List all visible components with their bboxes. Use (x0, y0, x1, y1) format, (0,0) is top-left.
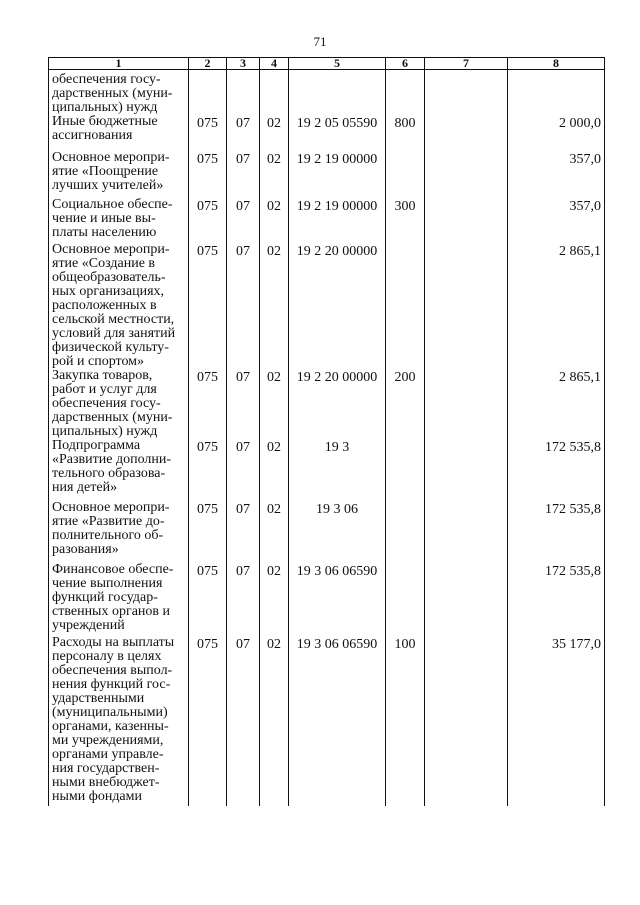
header-col-1: 1 (49, 58, 189, 70)
table-row (49, 243, 605, 369)
row-col-7 (425, 563, 508, 636)
row-code-admin: 075 (189, 369, 227, 439)
row-code-expense (386, 70, 425, 116)
row-name: Иные бюджетные ассигнования (49, 115, 189, 151)
row-code-admin: 075 (189, 563, 227, 636)
row-amount: 2 865,1 (508, 243, 605, 369)
row-code-subsection: 02 (260, 636, 289, 806)
table-row (49, 369, 605, 439)
row-col-7 (425, 70, 508, 116)
row-code-admin: 075 (189, 439, 227, 501)
row-name: обеспечения госу- дарственных (муни- ципальных) нужд (49, 70, 189, 116)
row-code-admin: 075 (189, 636, 227, 806)
table-row (49, 636, 605, 806)
row-col-7 (425, 115, 508, 151)
row-code-section: 07 (227, 115, 260, 151)
row-col-7 (425, 501, 508, 563)
row-col-7 (425, 243, 508, 369)
row-code-target: 19 2 19 00000 (289, 151, 386, 198)
row-amount: 35 177,0 (508, 636, 605, 806)
row-amount: 2 865,1 (508, 369, 605, 439)
row-name: Основное меропри- ятие «Развитие до- полнительного об- разования» (49, 501, 189, 563)
row-code-section: 07 (227, 369, 260, 439)
row-col-7 (425, 439, 508, 501)
row-code-expense (386, 243, 425, 369)
row-code-section: 07 (227, 198, 260, 243)
row-amount: 172 535,8 (508, 439, 605, 501)
row-code-target: 19 2 05 05590 (289, 115, 386, 151)
row-code-subsection: 02 (260, 115, 289, 151)
row-code-subsection: 02 (260, 369, 289, 439)
row-col-7 (425, 151, 508, 198)
row-amount: 357,0 (508, 151, 605, 198)
header-col-8: 8 (508, 58, 605, 70)
row-code-subsection: 02 (260, 198, 289, 243)
row-name: Основное меропри- ятие «Создание в общеобразователь- ных организациях, расположенных в сельской местности, условий для занятий физической культу- рой и спортом» (49, 243, 189, 369)
table-row (49, 70, 605, 116)
row-code-target: 19 2 20 00000 (289, 369, 386, 439)
header-col-3: 3 (227, 58, 260, 70)
row-amount: 172 535,8 (508, 563, 605, 636)
row-code-section (227, 70, 260, 116)
row-code-target: 19 3 06 06590 (289, 636, 386, 806)
row-code-section: 07 (227, 501, 260, 563)
row-code-target (289, 70, 386, 116)
row-amount (508, 70, 605, 116)
row-code-section: 07 (227, 243, 260, 369)
row-name: Закупка товаров, работ и услуг для обеспечения госу- дарственных (муни- ципальных) нужд (49, 369, 189, 439)
table-row (49, 563, 605, 636)
row-code-admin: 075 (189, 115, 227, 151)
row-code-expense: 300 (386, 198, 425, 243)
header-col-2: 2 (189, 58, 227, 70)
row-code-expense (386, 151, 425, 198)
row-code-target: 19 3 06 (289, 501, 386, 563)
row-code-section: 07 (227, 151, 260, 198)
row-name: Социальное обеспе- чение и иные вы- платы населению (49, 198, 189, 243)
row-amount: 357,0 (508, 198, 605, 243)
row-code-subsection: 02 (260, 243, 289, 369)
row-code-expense: 100 (386, 636, 425, 806)
row-code-section: 07 (227, 636, 260, 806)
row-code-admin: 075 (189, 243, 227, 369)
table-row (49, 501, 605, 563)
row-code-subsection (260, 70, 289, 116)
row-code-admin: 075 (189, 198, 227, 243)
row-code-expense (386, 501, 425, 563)
row-amount: 172 535,8 (508, 501, 605, 563)
budget-table (48, 57, 605, 806)
table-row (49, 115, 605, 151)
header-col-4: 4 (260, 58, 289, 70)
row-code-admin: 075 (189, 151, 227, 198)
table-body (49, 70, 605, 807)
header-col-6: 6 (386, 58, 425, 70)
row-code-subsection: 02 (260, 501, 289, 563)
row-code-admin: 075 (189, 501, 227, 563)
row-code-subsection: 02 (260, 563, 289, 636)
table-row (49, 439, 605, 501)
row-code-expense: 800 (386, 115, 425, 151)
row-code-section: 07 (227, 439, 260, 501)
row-code-target: 19 2 20 00000 (289, 243, 386, 369)
row-code-admin (189, 70, 227, 116)
row-code-expense (386, 439, 425, 501)
table-row (49, 198, 605, 243)
row-code-subsection: 02 (260, 439, 289, 501)
row-code-target: 19 3 (289, 439, 386, 501)
page-number: 71 (313, 34, 327, 49)
row-amount: 2 000,0 (508, 115, 605, 151)
row-col-7 (425, 198, 508, 243)
row-code-expense (386, 563, 425, 636)
row-code-target: 19 3 06 06590 (289, 563, 386, 636)
row-name: Основное меропри- ятие «Поощрение лучших учителей» (49, 151, 189, 198)
row-code-subsection: 02 (260, 151, 289, 198)
header-row (49, 58, 605, 70)
row-col-7 (425, 369, 508, 439)
row-name: Подпрограмма «Развитие дополни- тельного образова- ния детей» (49, 439, 189, 501)
row-name: Расходы на выплаты персоналу в целях обеспечения выпол- нения функций гос- ударственными (муниципальными) органами, казенны- ми учреждениями, органами управле- ния государствен- ными внебюджет- ными фондами (49, 636, 189, 806)
row-code-target: 19 2 19 00000 (289, 198, 386, 243)
row-code-expense: 200 (386, 369, 425, 439)
row-code-section: 07 (227, 563, 260, 636)
row-col-7 (425, 636, 508, 806)
header-col-5: 5 (289, 58, 386, 70)
row-name: Финансовое обеспе- чение выполнения функций государ- ственных органов и учреждений (49, 563, 189, 636)
header-col-7: 7 (425, 58, 508, 70)
table-row (49, 151, 605, 198)
